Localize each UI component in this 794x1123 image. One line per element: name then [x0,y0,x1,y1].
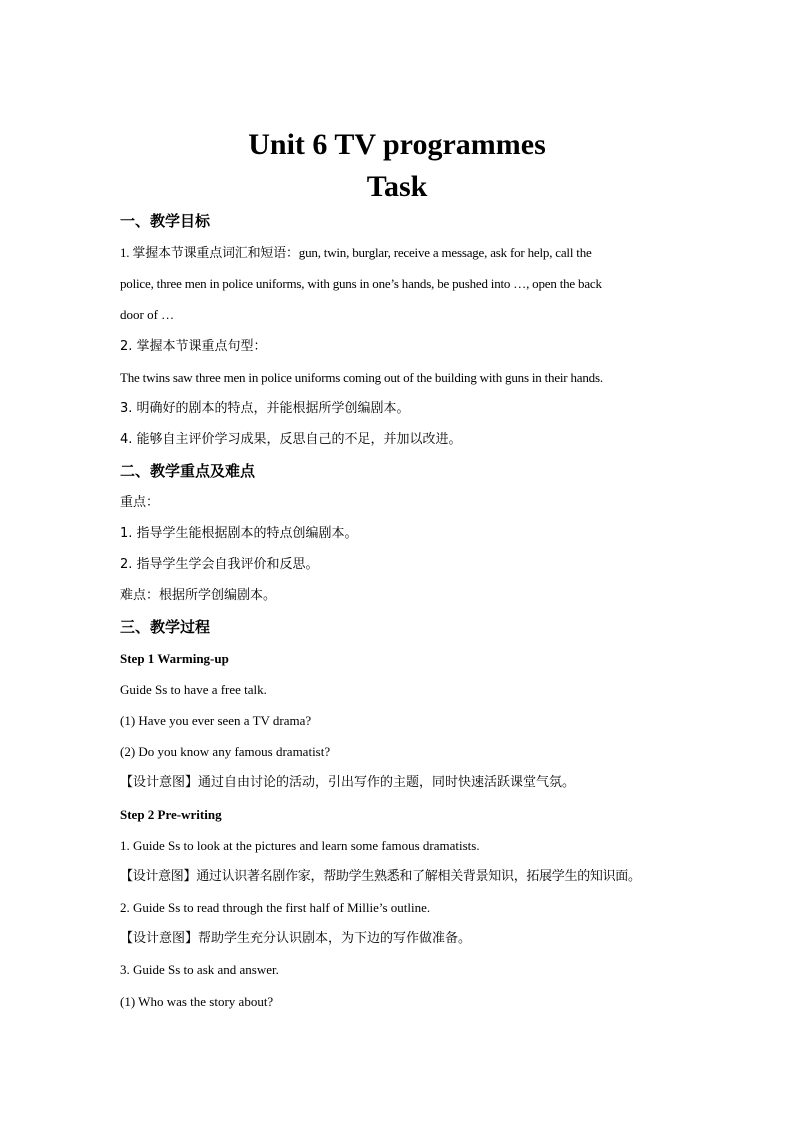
doc-title: Unit 6 TV programmes [248,128,546,161]
objective-1-line-3: door of … [120,307,175,322]
section-heading-process: 三、教学过程 [120,618,211,636]
step-2-item-3: 3. Guide Ss to ask and answer. [120,962,279,977]
objective-1-line-2: police, three men in police uniforms, with guns in one’s hands, be pushed into …, open the back [120,276,602,291]
section-heading-key-points: 二、教学重点及难点 [120,462,256,480]
key-points-label: 重点： [120,495,160,510]
step-2-design-intent-2: 【设计意图】帮助学生充分认识剧本，为下边的写作做准备。 [120,931,472,946]
step-1-title: Step 1 Warming-up [120,651,229,666]
difficulty: 难点：根据所学创编剧本。 [120,588,277,603]
step-2-title: Step 2 Pre-writing [120,807,222,822]
objective-1-line-1: 1. 掌握本节课重点词汇和短语：gun, twin, burglar, receive a message, ask for help, call the [120,245,592,260]
key-point-2: 2. 指导学生学会自我评价和反思。 [120,557,319,572]
objective-2-sentence: The twins saw three men in police uniforms coming out of the building with guns in their hands. [120,370,603,385]
objective-2: 2. 掌握本节课重点句型： [120,339,267,354]
doc-subtitle: Task [366,170,428,203]
objective-3: 3. 明确好的剧本的特点，并能根据所学创编剧本。 [120,401,410,416]
step-2-item-2: 2. Guide Ss to read through the first half of Millie’s outline. [120,900,431,915]
step-1-question-2: (2) Do you know any famous dramatist? [120,744,331,759]
step-1-intro: Guide Ss to have a free talk. [120,682,267,697]
step-2-design-intent-1: 【设计意图】通过认识著名剧作家，帮助学生熟悉和了解相关背景知识，拓展学生的知识面。 [120,869,641,884]
step-1-design-intent: 【设计意图】通过自由讨论的活动，引出写作的主题，同时快速活跃课堂气氛。 [120,775,576,790]
step-2-question-1: (1) Who was the story about? [120,994,274,1009]
step-2-item-1: 1. Guide Ss to look at the pictures and learn some famous dramatists. [120,838,480,853]
objective-4: 4. 能够自主评价学习成果，反思自己的不足，并加以改进。 [120,432,462,447]
key-point-1: 1. 指导学生能根据剧本的特点创编剧本。 [120,526,358,541]
section-heading-objectives: 一、教学目标 [120,212,211,230]
step-1-question-1: (1) Have you ever seen a TV drama? [120,713,312,728]
